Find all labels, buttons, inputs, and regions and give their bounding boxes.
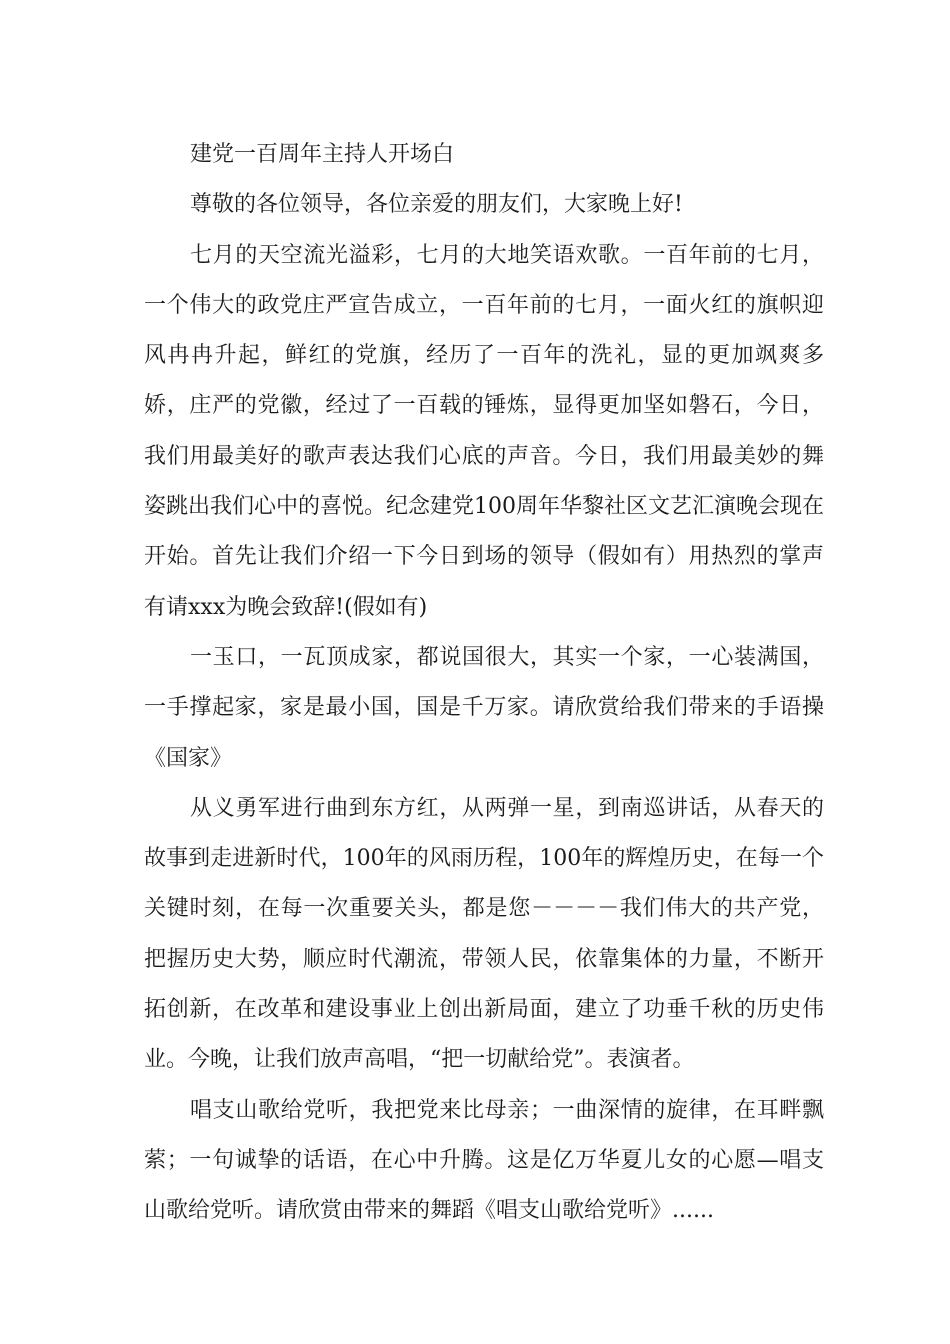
document-body bbox=[144, 130, 824, 1237]
body-paragraph: 从义勇军进行曲到东方红，从两弹一星，到南巡讲话，从春天的故事到走进新时代，100年的风雨历程，100年的辉煌历史，在每一个关键时刻，在每一次重要关头，都是您－－－－我们伟大的共产党，把握历史大势，顺应时代潮流，带领人民，依靠集体的力量，不断开拓创新，在改革和建设事业上创出新局面，建立了功垂千秋的历史伟业。今晚，让我们放声高唱，“把一切献给党”。表演者。 bbox=[144, 795, 824, 1073]
body-paragraph: 唱支山歌给党听，我把党来比母亲；一曲深情的旋律，在耳畔飘萦；一句诚挚的话语，在心中升腾。这是亿万华夏儿女的心愿—唱支山歌给党听。请欣赏由带来的舞蹈《唱支山歌给党听》...... bbox=[144, 1097, 824, 1224]
document-title: 建党一百周年主持人开场白 bbox=[190, 142, 455, 167]
greeting-paragraph: 尊敬的各位领导，各位亲爱的朋友们，大家晚上好! bbox=[190, 192, 683, 218]
body-paragraph: 七月的天空流光溢彩，七月的大地笑语欢歌。一百年前的七月，一个伟大的政党庄严宣告成立，一百年前的七月，一面火红的旗帜迎风冉冉升起，鲜红的党旗，经历了一百年的洗礼，显的更加飒爽多娇，庄严的党徽，经过了一百载的锤炼，显得更加坚如磐石，今日，我们用最美好的歌声表达我们心底的声音。今日，我们用最美妙的舞姿跳出我们心中的喜悦。纪念建党100周年华黎社区文艺汇演晚会现在开始。首先让我们介绍一下今日到场的领导（假如有）用热烈的掌声有请xxx为晚会致辞!(假如有) bbox=[144, 242, 824, 620]
body-paragraph: 一玉口，一瓦顶成家，都说国很大，其实一个家，一心装满国，一手撑起家，家是最小国，国是千万家。请欣赏给我们带来的手语操《国家》 bbox=[144, 644, 824, 771]
